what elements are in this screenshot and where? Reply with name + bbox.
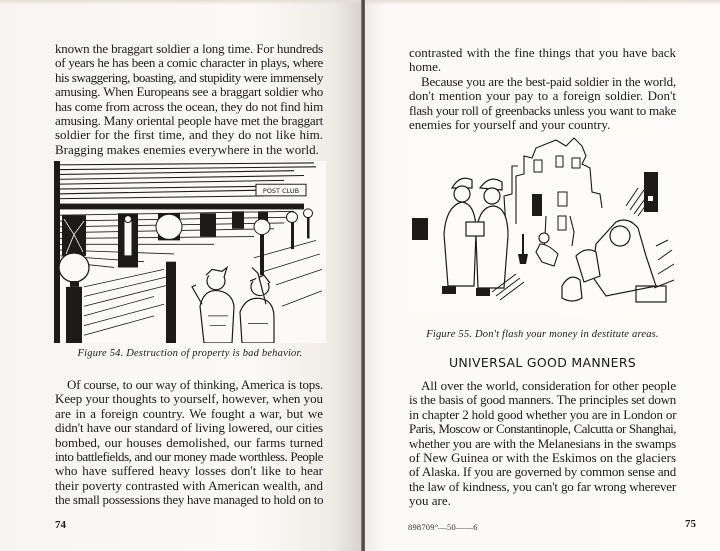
text-line: are in a foreign country. We fought a war, but we — [55, 405, 323, 421]
text-line: Keep your thoughts to yourself, however, when you — [55, 391, 323, 407]
text-line: home. — [409, 59, 442, 75]
text-line: All over the world, consideration for other people — [421, 378, 676, 393]
text-line: flash your roll of greenbacks unless you want to make — [409, 102, 676, 118]
text-line: enemies for yourself and your country. — [409, 116, 611, 132]
text-line: of years he has been a comic character in plays, where — [55, 55, 323, 71]
text-line: amusing. Many oriental people have met the braggart — [55, 112, 323, 128]
text-line: didn't have our standard of living lowered, our cities — [55, 420, 323, 436]
paragraph-good-manners — [409, 379, 676, 509]
text-line: into battlefields, and our money made worthless. People — [55, 448, 323, 464]
text-line: in chapter 2 hold good whether you are in London or — [409, 406, 677, 422]
text-line: contrasted with the fine things that you have back — [409, 45, 676, 60]
page-number-right: 75 — [685, 518, 696, 530]
page-number-left: 74 — [55, 519, 66, 531]
text-line: known the braggart soldier a long time. For hundreds — [55, 41, 323, 56]
text-line: of Alaska. If you are governed by common sense and — [409, 464, 676, 480]
section-heading: UNIVERSAL GOOD MANNERS — [448, 355, 637, 370]
paragraph-braggart-soldier — [55, 42, 323, 157]
left-page-bottom-paragraph — [55, 378, 323, 508]
left-page-top-paragraph — [55, 42, 323, 157]
text-line: amusing. When Europeans see a braggart soldier who — [55, 84, 323, 100]
paragraph-back-home — [409, 46, 676, 75]
text-line: you are. — [409, 493, 451, 509]
text-line: Paris, Moscow or Constantinople, Calcutta or Shanghai, — [409, 421, 676, 437]
right-page — [364, 0, 720, 551]
text-line: soldier for the first time, and they do not like him. — [55, 127, 323, 143]
text-line: Because you are the best-paid soldier in the world, — [421, 73, 676, 89]
post-club-street-drawing — [54, 161, 326, 343]
text-line: who have suffered heavy losses don't like to hear — [55, 463, 323, 479]
paragraph-america-is-tops — [55, 378, 323, 508]
right-page-top-paragraphs — [409, 46, 676, 132]
text-line: their poverty contrasted with American wealth, and — [55, 477, 323, 493]
text-line: bombed, our houses demolished, our farms turned — [55, 434, 323, 450]
text-line: his swaggering, boasting, and stupidity were immensely — [55, 69, 323, 85]
text-line: Bragging makes enemies everywhere in the world. — [55, 141, 319, 157]
text-line: don't mention your pay to a foreign soldier. Don't — [409, 88, 676, 104]
text-line: Of course, to our way of thinking, America is tops. — [67, 377, 323, 392]
soldiers-ruins-drawing — [406, 136, 681, 316]
post-club-sign: POST CLUB — [262, 187, 300, 195]
printer-code: 898709°—50——6 — [408, 522, 478, 532]
paragraph-best-paid-soldier — [409, 75, 676, 133]
figure-55-illustration — [406, 136, 681, 316]
right-page-bottom-paragraph — [409, 379, 676, 509]
figure-55-caption: Figure 55. Don't flash your money in destitute areas. — [426, 329, 659, 340]
text-line: of New Guinea or with the Eskimos on the glaciers — [409, 449, 676, 465]
text-line: the law of kindness, you can't go far wrong wherever — [409, 478, 676, 494]
text-line: the small possessions they have managed to hold on to — [55, 492, 324, 508]
text-line: whether you are with the Melanesians in the swamps — [409, 435, 676, 451]
text-line: is the basis of good manners. The principles set down — [409, 392, 676, 408]
figure-54-illustration — [54, 161, 326, 343]
book-spine — [361, 0, 365, 551]
text-line: has come from across the ocean, they do not find him — [55, 98, 323, 114]
figure-54-caption: Figure 54. Destruction of property is bad behavior. — [77, 348, 303, 359]
